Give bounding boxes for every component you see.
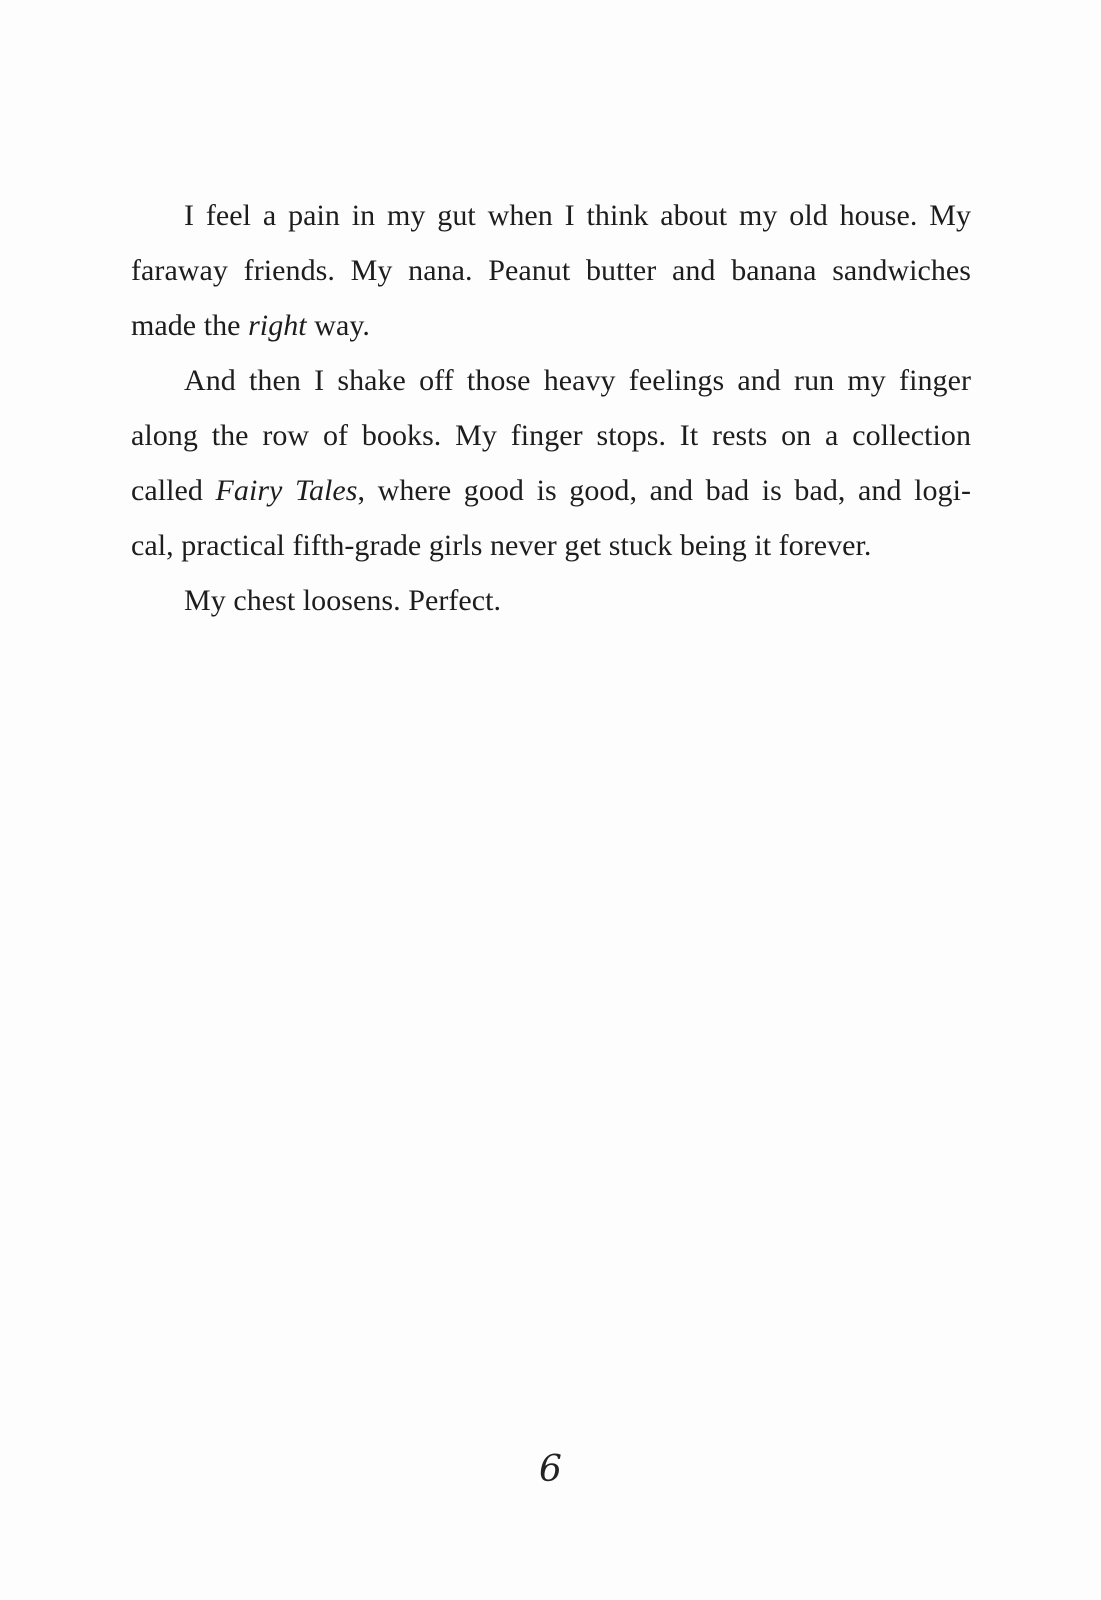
paragraph-1-line-3-text-after: way. <box>306 309 370 342</box>
paragraph-3-line-1: My chest loosens. Perfect. <box>184 584 502 617</box>
paragraph-2-line-4: cal, practical fifth-grade girls never get stuck being it forever. <box>131 529 872 562</box>
paragraph-1-line-3 <box>131 298 971 353</box>
emphasis-right: right <box>248 309 307 342</box>
paragraph-2-line-3 <box>131 463 971 518</box>
paragraph-1-line-1: I feel a pain in my gut when I think about my old house. My <box>184 199 971 232</box>
paragraph-2-line-3-text-after: , where good is good, and bad is bad, and logi- <box>357 474 971 507</box>
book-title-fairy-tales: Fairy Tales <box>215 474 358 507</box>
paragraph-2-line-3-text-before: called <box>131 474 216 507</box>
page-number: 6 <box>539 1449 562 1490</box>
body-text <box>131 188 971 628</box>
paragraph-1-line-3-text-before: made the <box>131 309 249 342</box>
paragraph-2-line-2: along the row of books. My finger stops. It rests on a collection <box>131 419 971 452</box>
paragraph-2-line-1: And then I shake off those heavy feelings and run my finger <box>184 364 971 397</box>
paragraph-1-line-2: faraway friends. My nana. Peanut butter and banana sandwiches <box>131 254 971 287</box>
